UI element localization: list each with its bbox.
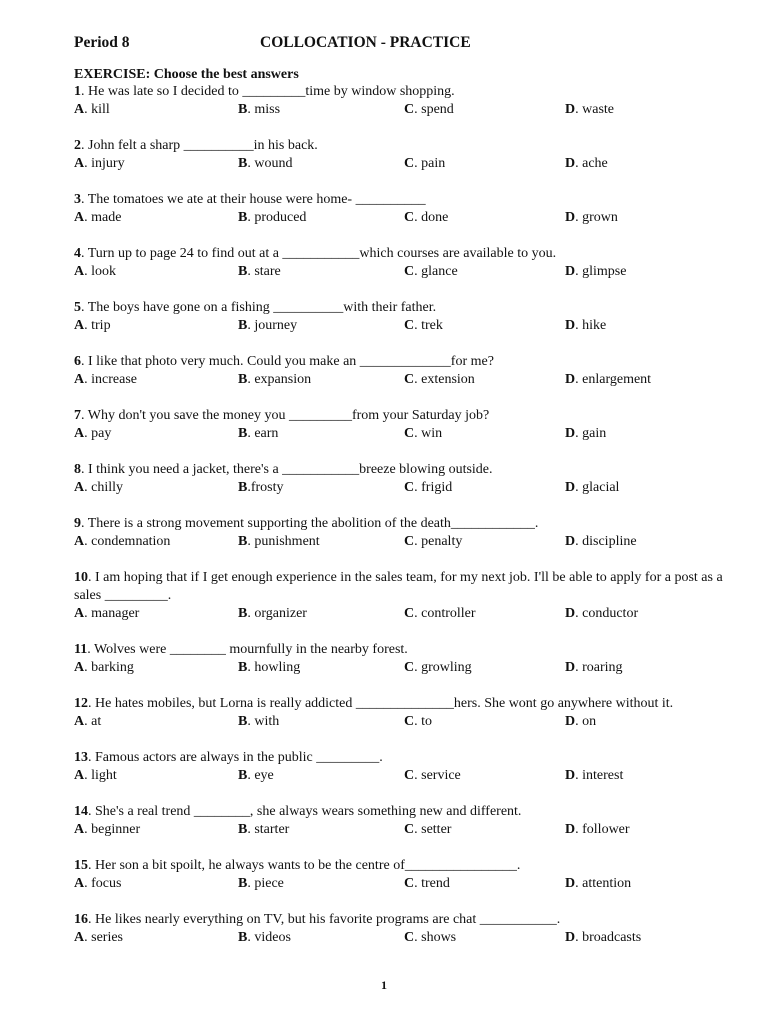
option-letter: A — [74, 768, 85, 783]
question-text: . John felt a sharp __________in his back. — [81, 138, 318, 153]
option-letter: D — [565, 660, 576, 675]
option-letter: A — [74, 876, 85, 891]
option-text: . kill — [84, 102, 110, 117]
option-letter: C — [404, 426, 415, 441]
document-title: COLLOCATION - PRACTICE — [260, 34, 471, 51]
option-c — [404, 425, 442, 443]
page-number: 1 — [381, 978, 387, 992]
option-letter: B — [238, 930, 248, 945]
question-text: . He likes nearly everything on TV, but his favorite programs are chat ___________. — [88, 912, 561, 927]
option-letter: C — [404, 606, 415, 621]
option-c — [404, 659, 472, 677]
question-item — [74, 299, 724, 335]
option-text: . grown — [575, 210, 618, 225]
option-text: .frosty — [247, 480, 284, 495]
option-c — [404, 533, 462, 551]
option-text: . series — [84, 930, 124, 945]
option-text: . penalty — [414, 534, 463, 549]
option-letter: C — [404, 156, 415, 171]
option-text: . spend — [414, 102, 454, 117]
question-item — [74, 749, 724, 785]
option-b — [238, 101, 280, 119]
question-item — [74, 569, 724, 623]
option-text: . pay — [84, 426, 112, 441]
option-b — [238, 263, 281, 281]
option-d — [565, 101, 614, 119]
question-stem — [74, 641, 724, 659]
option-d — [565, 821, 630, 839]
option-a — [74, 533, 170, 551]
option-letter: A — [74, 372, 85, 387]
answer-options — [74, 479, 724, 497]
answer-options — [74, 821, 724, 839]
question-text: . I like that photo very much. Could you make an _____________for me? — [81, 354, 494, 369]
option-text: . extension — [414, 372, 475, 387]
option-a — [74, 317, 111, 335]
option-letter: B — [238, 318, 248, 333]
option-letter: D — [565, 876, 576, 891]
question-number: 13 — [74, 750, 88, 765]
option-text: . waste — [575, 102, 615, 117]
option-letter: A — [74, 318, 85, 333]
option-text: . stare — [247, 264, 281, 279]
option-text: . glacial — [575, 480, 620, 495]
question-number: 5 — [74, 300, 81, 315]
option-text: . gain — [575, 426, 607, 441]
option-letter: B — [238, 102, 248, 117]
option-d — [565, 713, 596, 731]
question-number: 4 — [74, 246, 81, 261]
option-letter: C — [404, 372, 415, 387]
question-number: 15 — [74, 858, 88, 873]
option-letter: C — [404, 876, 415, 891]
option-b — [238, 875, 284, 893]
option-d — [565, 263, 626, 281]
option-text: . discipline — [575, 534, 637, 549]
option-text: . barking — [84, 660, 134, 675]
answer-options — [74, 605, 724, 623]
option-text: . shows — [414, 930, 457, 945]
question-item — [74, 407, 724, 443]
option-a — [74, 479, 123, 497]
question-stem — [74, 569, 724, 605]
option-letter: A — [74, 210, 85, 225]
option-letter: C — [404, 480, 415, 495]
question-item — [74, 911, 724, 947]
question-item — [74, 83, 724, 119]
option-text: . with — [247, 714, 280, 729]
answer-options — [74, 263, 724, 281]
option-b — [238, 821, 289, 839]
question-text: . She's a real trend ________, she always wears something new and different. — [88, 804, 522, 819]
question-number: 6 — [74, 354, 81, 369]
option-c — [404, 821, 451, 839]
option-d — [565, 659, 623, 677]
option-b — [238, 929, 291, 947]
option-text: . chilly — [84, 480, 124, 495]
question-item — [74, 695, 724, 731]
option-text: . growling — [414, 660, 472, 675]
option-letter: A — [74, 660, 85, 675]
option-letter: B — [238, 426, 248, 441]
answer-options — [74, 155, 724, 173]
option-c — [404, 317, 443, 335]
document-header — [74, 34, 724, 56]
option-letter: C — [404, 768, 415, 783]
option-text: . to — [414, 714, 433, 729]
option-letter: B — [238, 534, 248, 549]
option-b — [238, 659, 300, 677]
question-number: 3 — [74, 192, 81, 207]
option-text: . trend — [414, 876, 450, 891]
option-text: . beginner — [84, 822, 141, 837]
option-letter: C — [404, 930, 415, 945]
option-a — [74, 659, 134, 677]
option-text: . made — [84, 210, 122, 225]
option-letter: A — [74, 930, 85, 945]
option-text: . injury — [84, 156, 125, 171]
question-item — [74, 857, 724, 893]
answer-options — [74, 533, 724, 551]
option-text: . punishment — [247, 534, 320, 549]
option-b — [238, 713, 279, 731]
option-c — [404, 371, 475, 389]
answer-options — [74, 875, 724, 893]
option-letter: B — [238, 714, 248, 729]
option-c — [404, 767, 461, 785]
option-a — [74, 713, 101, 731]
option-c — [404, 209, 448, 227]
option-b — [238, 767, 274, 785]
option-a — [74, 209, 121, 227]
option-text: . organizer — [247, 606, 307, 621]
question-text: . Wolves were ________ mournfully in the nearby forest. — [87, 642, 408, 657]
question-item — [74, 461, 724, 497]
question-stem — [74, 461, 724, 479]
option-a — [74, 425, 111, 443]
option-letter: A — [74, 714, 85, 729]
option-text: . focus — [84, 876, 122, 891]
option-text: . broadcasts — [575, 930, 642, 945]
question-item — [74, 353, 724, 389]
question-number: 12 — [74, 696, 88, 711]
option-b — [238, 425, 278, 443]
option-c — [404, 875, 450, 893]
option-d — [565, 479, 619, 497]
option-text: . light — [84, 768, 117, 783]
answer-options — [74, 371, 724, 389]
option-text: . setter — [414, 822, 452, 837]
option-b — [238, 479, 284, 497]
answer-options — [74, 101, 724, 119]
option-a — [74, 821, 140, 839]
question-stem — [74, 857, 724, 875]
option-letter: D — [565, 102, 576, 117]
option-text: . glance — [414, 264, 458, 279]
question-stem — [74, 749, 724, 767]
question-number: 14 — [74, 804, 88, 819]
option-text: . conductor — [575, 606, 639, 621]
question-stem — [74, 299, 724, 317]
option-text: . on — [575, 714, 597, 729]
option-letter: A — [74, 156, 85, 171]
option-letter: C — [404, 660, 415, 675]
option-text: . hike — [575, 318, 607, 333]
option-d — [565, 317, 606, 335]
question-item — [74, 641, 724, 677]
option-text: . look — [84, 264, 117, 279]
option-d — [565, 533, 637, 551]
option-c — [404, 605, 476, 623]
question-number: 9 — [74, 516, 81, 531]
option-d — [565, 209, 618, 227]
option-letter: B — [238, 606, 248, 621]
option-a — [74, 929, 123, 947]
option-d — [565, 605, 638, 623]
answer-options — [74, 209, 724, 227]
option-c — [404, 101, 454, 119]
option-text: . controller — [414, 606, 476, 621]
answer-options — [74, 929, 724, 947]
question-stem — [74, 407, 724, 425]
option-text: . videos — [247, 930, 291, 945]
question-stem — [74, 695, 724, 713]
option-b — [238, 371, 311, 389]
option-d — [565, 425, 606, 443]
option-text: . earn — [247, 426, 279, 441]
option-letter: D — [565, 318, 576, 333]
option-letter: A — [74, 480, 85, 495]
question-stem — [74, 137, 724, 155]
option-letter: A — [74, 606, 85, 621]
question-stem — [74, 245, 724, 263]
option-letter: D — [565, 264, 576, 279]
option-letter: A — [74, 426, 85, 441]
question-number: 1 — [74, 84, 81, 99]
option-letter: C — [404, 102, 415, 117]
option-text: . howling — [247, 660, 301, 675]
option-letter: D — [565, 714, 576, 729]
question-text: . Her son a bit spoilt, he always wants to be the centre of________________. — [88, 858, 521, 873]
option-letter: A — [74, 102, 85, 117]
option-text: . interest — [575, 768, 624, 783]
question-text: . Why don't you save the money you _________from your Saturday job? — [81, 408, 490, 423]
question-text: . I think you need a jacket, there's a ___________breeze blowing outside. — [81, 462, 493, 477]
question-item — [74, 515, 724, 551]
question-number: 8 — [74, 462, 81, 477]
option-a — [74, 155, 125, 173]
option-letter: D — [565, 768, 576, 783]
option-a — [74, 263, 116, 281]
option-a — [74, 605, 139, 623]
answer-options — [74, 659, 724, 677]
answer-options — [74, 425, 724, 443]
option-letter: B — [238, 264, 248, 279]
question-stem — [74, 803, 724, 821]
question-text: . The tomatoes we ate at their house were home- __________ — [81, 192, 426, 207]
question-list — [74, 83, 724, 947]
option-text: . service — [414, 768, 461, 783]
option-letter: D — [565, 930, 576, 945]
question-stem — [74, 83, 724, 101]
option-text: . glimpse — [575, 264, 627, 279]
answer-options — [74, 317, 724, 335]
option-c — [404, 263, 458, 281]
option-letter: C — [404, 822, 415, 837]
option-a — [74, 371, 137, 389]
option-d — [565, 875, 631, 893]
option-letter: C — [404, 210, 415, 225]
option-text: . wound — [247, 156, 293, 171]
option-letter: D — [565, 372, 576, 387]
question-item — [74, 803, 724, 839]
option-letter: B — [238, 876, 248, 891]
option-b — [238, 155, 292, 173]
question-stem — [74, 353, 724, 371]
option-letter: A — [74, 534, 85, 549]
question-stem — [74, 515, 724, 533]
option-text: . condemnation — [84, 534, 171, 549]
option-d — [565, 155, 608, 173]
option-letter: D — [565, 426, 576, 441]
option-letter: D — [565, 534, 576, 549]
question-text: . Famous actors are always in the public _________. — [88, 750, 383, 765]
option-letter: B — [238, 480, 248, 495]
option-text: . journey — [247, 318, 298, 333]
option-letter: B — [238, 768, 248, 783]
question-stem — [74, 191, 724, 209]
option-b — [238, 209, 306, 227]
question-text: . I am hoping that if I get enough experience in the sales team, for my next job. I'll be able to apply for a post as a sales _________. — [74, 570, 723, 603]
option-a — [74, 875, 121, 893]
option-letter: D — [565, 606, 576, 621]
option-text: . follower — [575, 822, 630, 837]
option-letter: A — [74, 264, 85, 279]
exercise-instructions: EXERCISE: Choose the best answers — [74, 67, 299, 82]
option-letter: A — [74, 822, 85, 837]
question-number: 16 — [74, 912, 88, 927]
option-text: . at — [84, 714, 102, 729]
question-number: 7 — [74, 408, 81, 423]
period-label: Period 8 — [74, 34, 130, 51]
option-b — [238, 605, 307, 623]
option-text: . piece — [247, 876, 284, 891]
option-text: . roaring — [575, 660, 623, 675]
option-b — [238, 317, 297, 335]
answer-options — [74, 767, 724, 785]
option-text: . miss — [247, 102, 281, 117]
option-letter: B — [238, 210, 248, 225]
question-text: . Turn up to page 24 to find out at a ___________which courses are available to you. — [81, 246, 557, 261]
question-number: 2 — [74, 138, 81, 153]
option-text: . win — [414, 426, 443, 441]
option-text: . attention — [575, 876, 632, 891]
option-letter: B — [238, 660, 248, 675]
question-item — [74, 245, 724, 281]
question-number: 10 — [74, 570, 88, 585]
option-text: . frigid — [414, 480, 453, 495]
question-text: . The boys have gone on a fishing __________with their father. — [81, 300, 437, 315]
option-d — [565, 929, 641, 947]
question-text: . He hates mobiles, but Lorna is really addicted ______________hers. She wont go anywhere without it. — [88, 696, 674, 711]
option-text: . eye — [247, 768, 274, 783]
option-c — [404, 479, 452, 497]
option-letter: D — [565, 156, 576, 171]
option-d — [565, 371, 651, 389]
option-text: . pain — [414, 156, 446, 171]
option-text: . starter — [247, 822, 290, 837]
option-a — [74, 101, 110, 119]
option-letter: B — [238, 372, 248, 387]
question-text: . There is a strong movement supporting the abolition of the death____________. — [81, 516, 539, 531]
option-text: . manager — [84, 606, 140, 621]
option-text: . trek — [414, 318, 443, 333]
question-item — [74, 137, 724, 173]
option-letter: C — [404, 714, 415, 729]
question-text: . He was late so I decided to _________time by window shopping. — [81, 84, 455, 99]
option-letter: D — [565, 480, 576, 495]
option-letter: C — [404, 318, 415, 333]
option-d — [565, 767, 623, 785]
question-number: 11 — [74, 642, 88, 657]
question-item — [74, 191, 724, 227]
option-text: . produced — [247, 210, 307, 225]
option-text: . done — [414, 210, 449, 225]
option-text: . ache — [575, 156, 608, 171]
option-c — [404, 929, 456, 947]
option-letter: D — [565, 210, 576, 225]
answer-options — [74, 713, 724, 731]
option-c — [404, 155, 445, 173]
option-letter: B — [238, 822, 248, 837]
option-text: . trip — [84, 318, 111, 333]
question-stem — [74, 911, 724, 929]
document-page — [74, 34, 724, 947]
option-letter: C — [404, 264, 415, 279]
option-b — [238, 533, 320, 551]
option-letter: D — [565, 822, 576, 837]
option-letter: B — [238, 156, 248, 171]
option-a — [74, 767, 117, 785]
option-text: . increase — [84, 372, 137, 387]
option-text: . expansion — [247, 372, 312, 387]
option-c — [404, 713, 432, 731]
option-text: . enlargement — [575, 372, 652, 387]
option-letter: C — [404, 534, 415, 549]
